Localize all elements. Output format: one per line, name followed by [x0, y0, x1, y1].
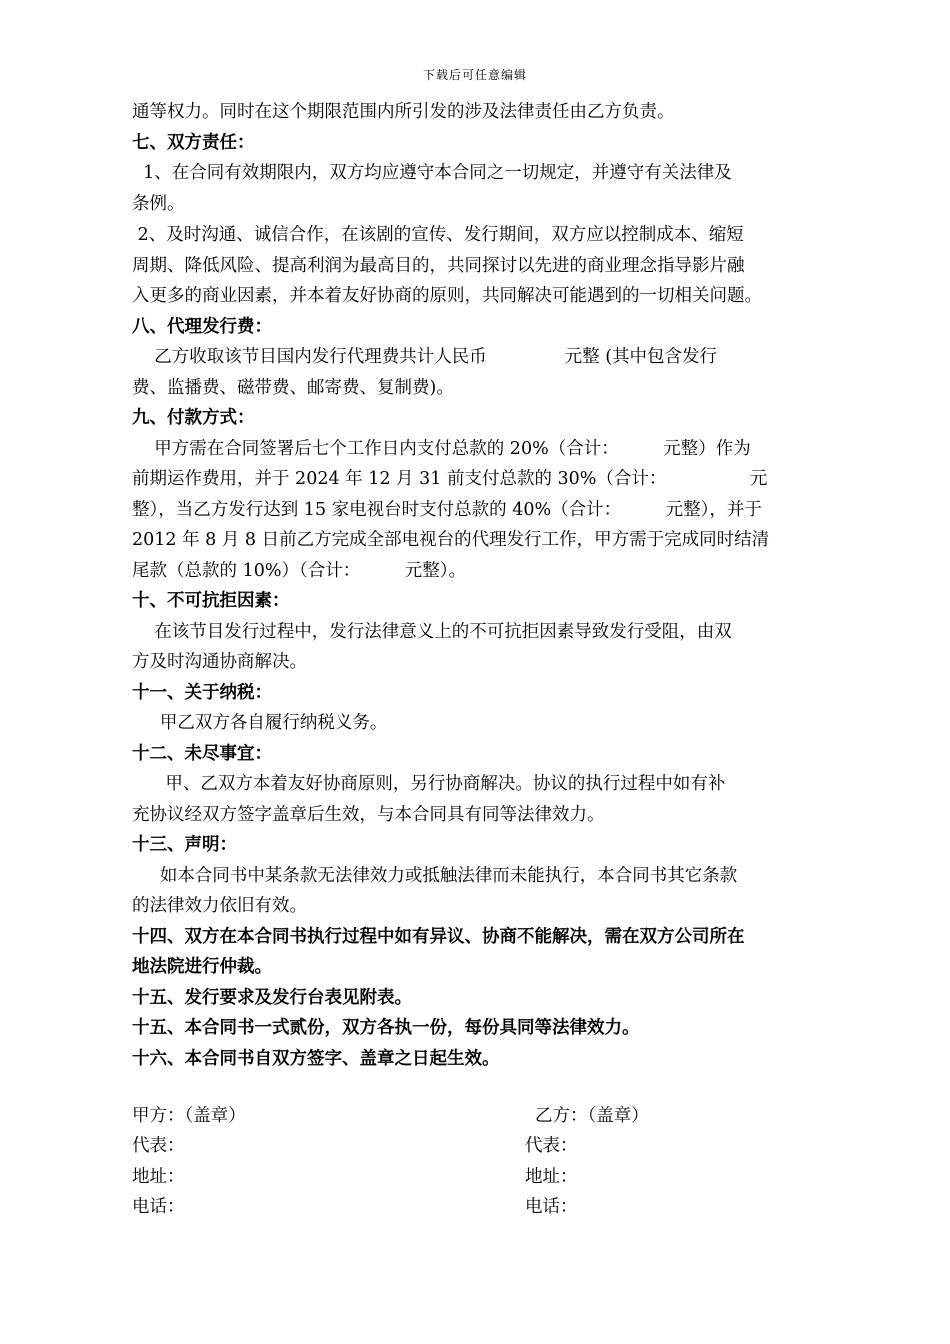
text-line: 乙方收取该节目国内发行代理费共计人民币 元整 (其中包含发行 [132, 347, 718, 367]
text-line: 如本合同书中某条款无法律效力或抵触法律而未能执行，本合同书其它条款 [132, 866, 738, 886]
section-heading: 地法院进行仲裁。 [132, 957, 272, 977]
text-line: 整），当乙方发行达到 15 家电视台时支付总款的 40%（合计： 元整），并于 [132, 500, 762, 520]
text-line: 充协议经双方签字盖章后生效，与本合同具有同等法律效力。 [132, 805, 605, 825]
page-header: 下载后可任意编辑 [422, 68, 527, 82]
text-line: 入更多的商业因素，并本着友好协商的原则，共同解决可能遇到的一切相关问题。 [132, 286, 762, 306]
section-heading: 十、不可抗拒因素： [132, 591, 290, 611]
text-line: 周期、降低风险、提高利润为最高目的，共同探讨以先进的商业理念指导影片融 [132, 256, 745, 276]
section-heading: 七、双方责任： [132, 133, 255, 153]
section-heading: 十六、本合同书自双方签字、盖章之日起生效。 [132, 1049, 500, 1069]
text-line: 2012 年 8 月 8 日前乙方完成全部电视台的代理发行工作，甲方需于完成同时结清 [132, 530, 770, 550]
party-a-representative: 代表： [132, 1136, 185, 1156]
text-line: 的法律效力依旧有效。 [132, 896, 307, 916]
party-b-phone: 电话： [525, 1197, 578, 1217]
text-line: 通等权力。同时在这个期限范围内所引发的涉及法律责任由乙方负责。 [132, 102, 675, 122]
text-line: 在该节目发行过程中，发行法律意义上的不可抗拒因素导致发行受阻，由双 [132, 622, 732, 642]
section-heading: 十五、发行要求及发行台表见附表。 [132, 988, 412, 1008]
text-line: 甲、乙双方本着友好协商原则，另行协商解决。协议的执行过程中如有补 [132, 774, 726, 794]
text-line: 2、及时沟通、诚信合作，在该剧的宣传、发行期间，双方应以控制成本、缩短 [132, 225, 744, 245]
section-heading: 十三、声明： [132, 835, 237, 855]
text-line: 尾款（总款的 10%）（合计： 元整）。 [132, 561, 466, 581]
party-b-representative: 代表： [525, 1136, 578, 1156]
party-a-phone: 电话： [132, 1197, 185, 1217]
section-heading: 十四、双方在本合同书执行过程中如有异议、协商不能解决，需在双方公司所在 [132, 927, 745, 947]
party-b-stamp: 乙方：（盖章） [535, 1106, 649, 1126]
section-heading: 十二、未尽事宜： [132, 744, 272, 764]
text-line: 甲方需在合同签署后七个工作日内支付总款的 20%（合计： 元整）作为 [132, 439, 751, 459]
text-line: 前期运作费用，并于 2024 年 12 月 31 前支付总款的 30%（合计： 元 [132, 469, 768, 489]
text-line: 费、监播费、磁带费、邮寄费、复制费)。 [132, 378, 454, 398]
text-line: 甲乙双方各自履行纳税义务。 [132, 713, 388, 733]
text-line: 1、在合同有效期限内，双方均应遵守本合同之一切规定，并遵守有关法律及 [132, 163, 732, 183]
party-b-address: 地址： [525, 1167, 578, 1187]
section-heading: 八、代理发行费： [132, 317, 272, 337]
text-line: 方及时沟通协商解决。 [132, 652, 307, 672]
text-line: 条例。 [132, 194, 185, 214]
party-a-address: 地址： [132, 1167, 185, 1187]
party-a-stamp: 甲方：（盖章） [132, 1106, 246, 1126]
section-heading: 十五、本合同书一式贰份，双方各执一份，每份具同等法律效力。 [132, 1018, 640, 1038]
section-heading: 九、付款方式： [132, 408, 255, 428]
section-heading: 十一、关于纳税： [132, 683, 272, 703]
